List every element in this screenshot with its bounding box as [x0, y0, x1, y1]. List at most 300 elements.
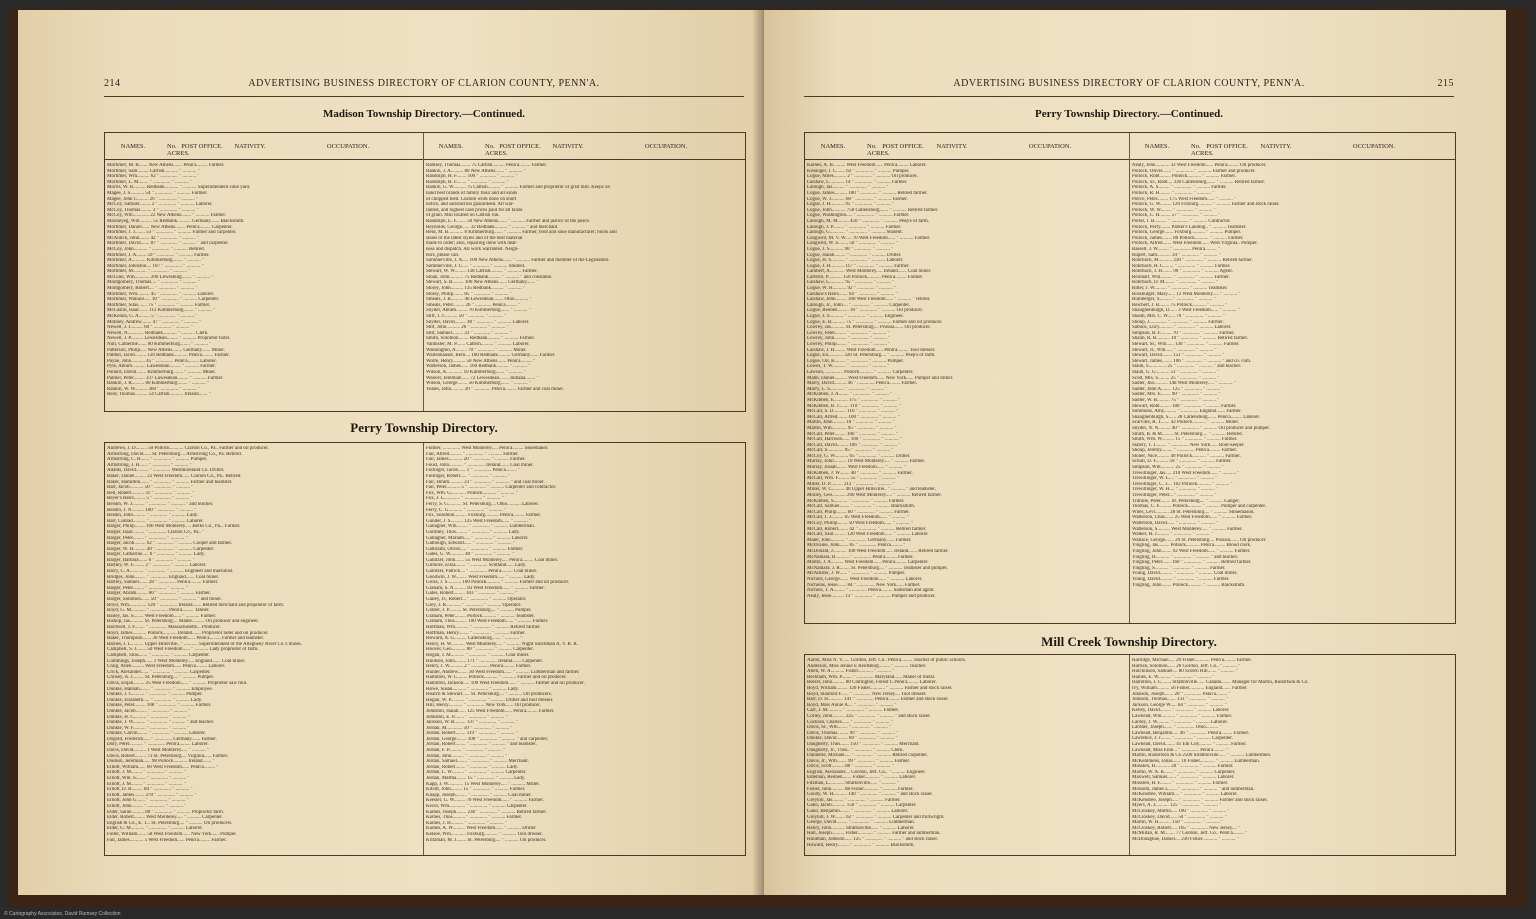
directory-entry: McNamara, R........... " .............. Penn'a......... Farmer. [807, 554, 914, 560]
directory-entry: McCall, S. D.......... 116 " .............. " ........... " [807, 409, 899, 415]
directory-entry: Thomas, C. F.......... Pollock........... " ........... Pumper and carpenter. [1132, 504, 1266, 510]
directory-entry: Karnes, Joseph........ 238 " .............. " ........... Retired farmer. [426, 809, 547, 815]
directory-entry: Nichols, T. A......... " .............. Penn'a......... Salesman and agent. [807, 588, 935, 594]
directory-entry: Andrews, J. D......... 50 Pollock........... Clarion Co., Pa.. Farmer and oil producer. [107, 446, 269, 451]
directory-entry: Dunkle, H. C.......... " .............. " ........... " [107, 714, 190, 720]
directory-entry: Laishaw, J. H......... West Freedom...... Penn'a......... Tool dresser. [807, 347, 936, 353]
directory-entry: Hogan, J. M........... " .............. " ........... Coal miner. [426, 652, 530, 658]
directory-entry: Rassell, J. W......... " .............. Penn'a......... " [1132, 246, 1220, 252]
directory-entry: Kritzman, M. J........ St. Petersburg.... " ........... Oil producer. [426, 837, 547, 843]
directory-entry: Logue, Oil, R......... " .............. " ........... Pumper. [807, 358, 904, 364]
directory-entry: McCall, Wm. F......... 55 " .............. " ........... " [807, 476, 900, 482]
col-header: OCCUPATION. [1028, 143, 1072, 150]
directory-entry: Mortimer, Wm.......... 62 " .............. " ........... " [107, 174, 200, 180]
directory-entry: Dogold, Frederick..... " .............. Germany....... Farmer. [107, 736, 217, 742]
directory-entry: Fullinger, Jacob...... 1 " .............. Penn'a......... " [426, 468, 521, 474]
col-header: NATIVITY. [1260, 143, 1292, 150]
directory-entry: McGinn, Wm............ 200 Lewesburg........ " ........... " [107, 274, 214, 280]
directory-entry: Wolfe, Henry.......... 50 New Athens....... Penn'a......... " [426, 358, 536, 364]
directory-entry: Chrisey, A. J......... St. Petersburg.... " ........... Pumper. [107, 675, 215, 681]
section-title: Perry Township Directory. [350, 420, 498, 435]
directory-entry: Dunkle, Peter......... 108 " .............. " ........... Farmer. [107, 703, 212, 709]
directory-entry: Laishaw, L............ 14 " .............. " ........... Farmer. [807, 179, 908, 185]
directory-entry: Fair, Hiram........... 23 " .............. " ........... " and coal miner. [426, 479, 545, 485]
directory-entry: Beishn, W. J.......... " .............. " ........... " and teacher. [107, 501, 214, 507]
directory-entry: Doty, Peter........... " .............. Penn'a......... Laborer. [107, 742, 209, 748]
directory-rows [807, 163, 1127, 621]
directory-entry: Morris, W. B.......... Redbank........... " ........... Superintendent coke yard. [107, 185, 251, 191]
directory-entry: Scott, Mrs. S......... 25 " .............. " ........... " [1132, 375, 1220, 381]
directory-entry: McCoy, Wm............. 22 New Athens........ " ........... Farmer. [107, 213, 226, 219]
directory-entry: Beerer, John.......... 80 Clarington, Forest C Penn'a......... Laborer. [807, 680, 937, 686]
directory-entry: Wilson, George........ 50 Kimmerburg....... " ........... " [426, 381, 531, 387]
directory-entry: Harridge, Michael..... 20 Fisher............ Penn'a......... Farmer. [1132, 658, 1252, 663]
directory-entry: Logue, Washington..... " .............. " ........... Farmer. [807, 213, 910, 219]
directory-entry: Jordan, John.......... " .............. " ........... " [426, 753, 508, 759]
directory-entry: Wallenhauser, Bern.... 180 Redbank.......... Germany....... Farmer. [426, 353, 556, 359]
directory-entry: Slatery, T. J......... " .............. New York...... Boot-keeper. [1132, 442, 1245, 448]
directory-entry: Graham, S. N.......... 83 West Freedom...... " ........... Farmer. [426, 585, 545, 591]
directory-entry: Palmer, Jacob......... 120 Redbank........... Penn'a......... Farmer. [107, 353, 230, 359]
directory-entry: Boyd, Miss Annie A.... " .............. " ........... " [807, 702, 897, 708]
directory-entry: Fair, Peter........... 5 " .............. " ........... Carpenter and contractor. [426, 485, 557, 491]
directory-entry: Hoatch & Stewart...... St. Petersburg.... " ........... Oil producers. [426, 692, 552, 698]
directory-entry: Elder, Robert......... West Monterey..... " ........... Carpenter. [107, 815, 223, 821]
directory-entry: Martin, W. A. K....... " .............. " ........... Carpenter. [1132, 769, 1236, 775]
directory-entry: Reynolds, George...... 32 Redbank.......... " ........... " and merchant. [426, 224, 559, 230]
directory-entry: Henry, John........... Strattonville...... " ........... Laborer. [807, 825, 915, 831]
directory-entry: Lowrey, Philip........ " .............. " ........... " [807, 342, 891, 347]
table-header [105, 133, 745, 160]
directory-entry: Shaughenburgh, D...... 3 West Freedom...... " ........... " [1132, 308, 1240, 314]
directory-entry: McCoy, Phillip........ 50 West Freedom...... " ........... " [807, 521, 913, 526]
directory-entry: Keesler, G. W......... 70 West Freedom...... " ........... Farmer. [426, 798, 544, 804]
directory-entry: Jordan, Robert........ 119 " .............. " ........... " [426, 731, 518, 737]
directory-entry: Elder, G. M........... " .............. " ........... Laborer. [107, 826, 203, 832]
col-header: NATIVITY. [234, 143, 266, 150]
directory-entry: notice, and satisfaction guaranteed. All war- [426, 202, 515, 208]
directory-entry: Elliott, D. R......... 84 " .............. " ........... " [107, 787, 193, 793]
directory-entry: Gallitzer, John....... 55 West Monterey..... Penn'a......... Coal miner. [426, 557, 559, 563]
directory-entry: Kissinger, J. C....... 63 " .............. " ........... Pumper. [807, 168, 910, 174]
directory-entry: Mortimer, Silas....... 75 " .............. " ........... Farmer. [107, 302, 211, 308]
running-head [104, 78, 744, 96]
directory-entry: Reid, Thomas.......... 54 Catfish........... Ireland....... " [107, 392, 211, 398]
directory-entry: Rankin, J. R.......... 80 Kimmerburg........ " ........... " [107, 381, 210, 387]
directory-entry: Harrish, Solomon...... 26 Gordon, Jeff. Co.. " ........... " [1132, 663, 1241, 669]
directory-entry: Palmer, Peter......... 337 Lawesdean......... " ........... Farmer. [107, 375, 224, 381]
directory-entry: McCall, Harrison...... 100 " .............. " ........... " [807, 437, 902, 443]
section-title: Perry Township Directory.—Continued. [1034, 108, 1224, 120]
directory-entry: Carr, J. M............ " .............. " ........... Farmer. [807, 708, 900, 714]
directory-entry: Storey, Philip........ 85 " ............. " ........... " [426, 291, 512, 297]
directory-entry: Mossom, James L....... " .............. " ........... " and lumberman. [1132, 786, 1255, 792]
directory-entry: Sommerville, J. C..... " ............. " ........... Student. [426, 263, 526, 269]
running-head-title: ADVERTISING BUSINESS DIRECTORY OF CLARION COUNTY, PENN'A. [953, 78, 1305, 89]
col-header: OCCUPATION. [1352, 143, 1396, 150]
directory-entry: Dodson, Jeremiah...... 98 Pollock........... Ireland....... " [107, 759, 215, 765]
directory-entry: Hamilton, Jackson..... 100 West Freedom...... " ........... Farmer and oil producer. [426, 680, 585, 686]
directory-entry: Rankin, J. A.......... 80 New Athens....... " ........... " [426, 168, 526, 174]
directory-entry: McKendree, Joseph..... " .............. " ........... Farmer and stock raiser. [1132, 797, 1268, 803]
directory-entry: Mooneyeg, Wm.......... 55 Redbank........... Germany....... Blacksmith. [107, 218, 245, 224]
directory-entry: Henry, J. W........... 2 " .............. Penn'a......... Farmer. [426, 664, 532, 670]
directory-entry: Elliott, John......... " .............. " ........... " [107, 804, 187, 809]
directory-entry: Cummings, Joseph...... 1 West Monterey..... England....... Coal miner. [107, 658, 246, 664]
directory-entry: Gilmore, Eliza........ " .............. Scotland...... Lady. [426, 563, 527, 569]
directory-entry: Davis, Thomas......... 99 " .............. " ........... " [807, 730, 899, 736]
directory-entry: Davis, Scott.......... 80 " .............. " ........... " [807, 764, 894, 770]
open-book-spread [18, 10, 1506, 895]
directory-entry: Jackson, W. R......... 137 " .............. " ........... " [426, 720, 518, 726]
col-header: NAMES. [120, 143, 146, 150]
directory-entry: Pollock, Oliver....... " .............. " ........... Farmer and producer. [1132, 168, 1256, 174]
directory-entry: Nealy, John........... 33 West Freedom...... Penn'a......... Oil producer. [1132, 163, 1267, 168]
directory-rows [426, 446, 743, 852]
directory-entry: McKibben, J. A........ " .............. " ........... " [807, 392, 893, 398]
directory-entry: Fisher, John.......... 88 Fisher............ " ........... Farmer. [807, 786, 914, 792]
directory-entry: Lafferre, P........... 150 Pollock........... Penn'a......... Farmer. [807, 274, 924, 280]
directory-entry: McCall, S............. 85 " .............. " ........... " [807, 448, 894, 454]
directory-entry: Mortimer, Sam......... Catfish........... " ........... " [107, 168, 200, 174]
directory-entry: Miller, D. P.......... 213 " .............. " ........... " [807, 481, 896, 487]
directory-entry: McCoy, John........... " .............. " ........... Retired. [107, 246, 205, 252]
directory-entry: Karnes, J. H.......... " .............. " ........... " [426, 820, 507, 826]
directory-rows [426, 163, 743, 409]
directory-entry: Washington, A......... 70 " ............. " ........... Miner. [426, 347, 527, 353]
directory-entry: Miller, W. C.......... 40 Upper Hillsville.. " ........... " and teamster. [807, 487, 936, 493]
directory-entry: Ramsey, Thomas........ 75 Catfish.......... Penn'a......... Farmer. [426, 163, 548, 168]
directory-entry: Dunkle, J. C.......... " .............. " ........... Pumper. [107, 692, 203, 698]
directory-entry: McKendree, William.... " .............. " ........... Laborer. [1132, 792, 1238, 798]
directory-entry: Hoffman, Henry........ " .............. " ........... Farmer. [426, 630, 526, 636]
directory-entry: Ritter, J. W.......... " .............. " ........... Teamster. [1132, 286, 1228, 292]
directory-entry: Sadler, W. B.......... 75 " .............. " ........... " [1132, 397, 1220, 403]
directory-entry: Stewart, W. W......... 138 Catfish.......... " ........... Farmer. [426, 269, 538, 275]
directory-entry: Hamilton, W. C........ Pollock........... " ........... Farmer and oil producer. [426, 675, 567, 681]
directory-entry: Reichert, J. B........ 75 Pollock........... " ........... " [1132, 302, 1228, 308]
directory-entry: Karnes, Thos.......... " .............. " ........... Farmer. [426, 815, 523, 821]
directory-entry: Rankin, G. W.......... 75 Catfish.......... " ........... Farmer and proprietor of grist mill. Keeps on [426, 185, 610, 191]
right-page [764, 10, 1506, 895]
directory-entry: Martin, Wm............ 95 " .............. " ........... " [807, 425, 897, 431]
directory-entry: Elliott, William...... 60 West Freedom...... Penn'a......... " [107, 764, 219, 770]
directory-entry: Mahn, Daniel.......... West Freedom...... New York...... Pumper and driller. [807, 375, 954, 381]
directory-entry: Maler, John........... " .............. Germany....... Farmer. [807, 537, 912, 543]
directory-entry: made to order; also, repairing done with neat- [426, 241, 518, 247]
directory-entry: McCall, Saul.......... 120 West Freedom...... " ........... Laborer. [807, 532, 929, 538]
directory-entry: Daugherty, Thos....... 150 " .............. " ........... Merchant. [807, 741, 920, 747]
directory-entry: Fuller, William....... 58 West Freedom...... New York...... Pumper. [107, 831, 237, 837]
directory-entry: Stewart, S. B......... 100 New Athens....... Germany....... " [426, 280, 539, 286]
directory-entry: Slaun, S.............. 25 " .............. " ........... " and teacher. [1132, 364, 1242, 370]
directory-entry: Hutchinson, Samuel.... 80 Scotch Hill....... " ........... " [1132, 669, 1239, 675]
directory-entry: Lalough, Jas.......... " .............. " ........... " [807, 185, 889, 191]
directory-entry: Laishaw's Heirs....... 64 " .............. " ........... " [807, 291, 898, 297]
directory-entry: Jordan, Robert........ " .............. " ........... " and teamster. [426, 742, 537, 748]
directory-entry: Smith, Solomon........ Redbank.......... " ........... Farmer. [426, 336, 535, 342]
directory-entry: Goody, W. H........... 140 " .............. " ........... " and stock raiser. [807, 792, 933, 798]
directory-entry: Snyder, David......... 40 " ............. " ........... Laborer. [426, 319, 530, 325]
page-number: 215 [1437, 78, 1454, 89]
col-header: NATIVITY. [936, 143, 968, 150]
directory-entry: Logue, J. S........... " .............. " ........... Engineer. [807, 314, 904, 320]
directory-table [804, 132, 1456, 624]
directory-entry: Lawhead, Benjamin..... 46 " .............. Penn'a......... Farmer. [1132, 730, 1250, 736]
directory-entry: Randolph, L. F........ 50 New Athens....... " ........... Farmer and justice of the peace. [426, 218, 591, 224]
directory-entry: McKibben, E........... 175 " .............. " ........... " [807, 397, 901, 403]
directory-entry: Boyd, Stanford F...... " .............. New Jersey.... Tool dresser. [807, 691, 927, 697]
directory-entry: Reinhart, Wm.......... " .............. " ........... Farmer. [1132, 274, 1230, 280]
directory-entry: Foust, John........... " .............. Ireland....... Coal miner. [426, 462, 534, 468]
directory-table [104, 132, 746, 412]
directory-entry: Mohney, Andrew........ 47 " .............. " ........... " [107, 319, 202, 325]
directory-entry: McDonaghue, Daniel.... 230 Fisher............ " ........... " [1132, 837, 1239, 842]
directory-entry: Logue, John........... 750 Callensburg....... " ........... Retired farmer. [807, 207, 939, 213]
directory-entry: Young, David.......... " .............. " ........... Coal miller. [1132, 571, 1238, 577]
directory-entry: Knapp, Joseph......... " .............. " ........... Coal miner. [426, 792, 532, 798]
directory-entry: Corley, John.......... 225 " .............. " ........... " and stock raiser. [807, 713, 931, 719]
directory-entry: Bartley, Samuel....... 28 " .............. Penn'a......... Farmer. [107, 580, 219, 586]
directory-entry: Aaron, Miss N. V...... Gordon, Jeff. Co.. Penn'a......... Teacher of public schools. [807, 658, 966, 663]
directory-entry: Snyder, N. N.......... 40 " .............. " ........... Oil producer and pumper. [1132, 425, 1270, 431]
directory-entry: Watterson, David...... " .............. " ........... " [1132, 521, 1218, 526]
directory-entry: McCloskey, David...... 50 " .............. " ........... " [1132, 814, 1227, 820]
directory-entry: McCaslin, Isaac....... 112 Kimmerburg........ " ........... " [107, 308, 216, 314]
directory-entry: Stewart, David........ 151 " .............. " ........... " [1132, 353, 1225, 359]
directory-entry: Karnes, A. W.......... West Freedom...... " ........... Driller. [426, 826, 537, 832]
directory-entry: Mortimer, L. M........ " .............. " ........... " [107, 179, 193, 185]
directory-table [104, 442, 746, 856]
directory-entry: Elliott, Wm. S........ " .............. " ........... " [107, 776, 190, 782]
directory-entry: Lalough, Jr., John.... " .............. " ........... Carpenter. [807, 302, 910, 308]
directory-entry: Martin, J. A.......... West Freedom...... Penn'a......... Carpenter. [807, 560, 929, 566]
col-header: POST OFFICE. [882, 143, 924, 150]
directory-entry: Martin, John.......... 10 " .............. " ........... " [807, 420, 895, 426]
directory-entry: Mortimer, Johnston.... 107 " .............. " ........... " [107, 263, 204, 269]
directory-entry: Shaughenburgh, S...... 28 Callensburg....... Penn'a......... Laborer. [1132, 414, 1261, 420]
directory-entry: McCoy, Samuel......... 2 " .............. " ........... Laborer. [107, 202, 213, 208]
directory-entry: Sadler, Jno........... 148 West Monterey..... " ........... " [1132, 381, 1236, 387]
directory-entry: Sadler, John A........ 125 " .............. " ........... " [1132, 386, 1224, 392]
directory-entry: Lawhead, Miss Ellie... " .............. Penn'a......... " [1132, 747, 1228, 753]
directory-entry: McAnlich, John........ 42 " .............. " ........... " [107, 235, 200, 241]
directory-entry: Baker, Daniel......... 22 West Freedom...... Clarion Co., Pa.. Retired. [107, 473, 242, 479]
directory-entry: Rohrbach, M........... 230 " .............. " ........... Retired farmer. [1132, 258, 1253, 264]
directory-entry: Pollock, C. H......... 57 " .............. " ........... " [1132, 213, 1221, 219]
directory-entry: Davis, David.......... 1 West Monterey..... " ........... " [107, 748, 209, 754]
directory-entry: Rohrbach, D. M........ " .............. " ........... " [1132, 280, 1219, 286]
directory-entry: Fitzman, L............ Strattonville...... " ........... " [807, 781, 899, 787]
directory-entry: McKibben, J. W........ 48 " .............. " ........... Farmer. [807, 470, 913, 476]
directory-entry: Yingling, John........ Pollock........... " ........... Blacksmith. [1132, 582, 1246, 588]
directory-entry: Howe, Susan........... " .............. " ........... Lady. [426, 686, 519, 692]
directory-entry: Snyder, Abram......... 70 Kimmerburg....... " ........... " [426, 308, 531, 314]
directory-entry: Graham, Peter......... Pollock........... " ........... Teamster. [426, 613, 535, 619]
directory-entry: Gano, Jacob........... 150 " .............. " ........... Carpenter. [807, 803, 917, 809]
directory-entry: of chopped feed. Custom work done on short [426, 196, 517, 202]
directory-entry: Logue, E. B........... 75 " .............. " ........... Farmer and oil producer. [807, 319, 943, 325]
directory-entry: Walker, H. J.......... " .............. " ........... " [1132, 532, 1213, 538]
directory-entry: Howard, A. G.......... Callensburg....... " ........... " [426, 636, 523, 642]
directory-entry: McCoy, Thomas......... 3 " .............. " ........... " [107, 207, 199, 213]
directory-entry: Logue, James.......... 100 " .............. " ........... Retired farmer. [807, 190, 928, 196]
directory-entry: Ferry, C. G........... " .............. " ........... " [426, 507, 506, 513]
section-title: Mill Creek Township Directory. [1041, 634, 1217, 649]
directory-entry: Edleman, Reuben....... Fisher............ " ........... Laborer. [807, 775, 917, 781]
directory-entry: Yingling, Jas......... Pollock........... Penn'a......... Blood clerk. [1132, 543, 1252, 549]
directory-entry: Jordan, Robert........ " .............. " ........... Lady. [426, 764, 519, 770]
directory-entry: Grey, J. R............ " .............. " ........... Operator. [426, 602, 522, 608]
directory-entry: Fair, James........... 5 West Freedom...... Penn'a......... Farmer. [107, 837, 227, 843]
directory-entry: Jordan, Martha........ 15 " .............. " ........... Lady. [426, 776, 526, 782]
directory-entry: McKibben, S........... " .............. " ........... Farmer. [807, 498, 905, 504]
col-header: OCCUPATION. [326, 143, 370, 150]
directory-entry: Sloan, John........... 75 Redbank.......... " ........... " and constable. [426, 274, 553, 280]
directory-entry: Hall, Joseph.......... Fisher............ " ........... Farmer and lumberman. [807, 831, 941, 837]
directory-entry: Storey, John.......... 135 Redbank.......... " ........... " [426, 286, 526, 292]
running-head [804, 78, 1454, 96]
directory-entry: English, Alexander.... Gordon, Jeff. Co.. " ........... Engineer. [807, 769, 926, 775]
col-header: POST OFFICE. [499, 143, 541, 150]
directory-entry: Wilson, A............. 10 Kimmerburg....... " ........... " [426, 369, 526, 375]
directory-entry: Trewillinger, Peter... " .............. " ........... " [1132, 493, 1217, 499]
directory-entry: Mortimer, Wm.......... 45 " .............. " ........... Laborer. [107, 291, 215, 297]
directory-entry: Allen, W. A........... Fisher............ " ........... " [807, 669, 895, 675]
directory-entry: Fulmer, .............. West Monterey..... Penn'a......... Shoemaker. [426, 446, 549, 451]
directory-entry: Longwell, W. S........ 50 " .............. " ........... " [807, 241, 898, 247]
directory-entry: Lalough, M. M......... 450 " .............. " ........... Peep's of farm. [807, 218, 930, 224]
directory-entry: Simpson, Wm........... 25 " .............. " ........... " [1132, 465, 1225, 471]
directory-entry: Barger, Abram......... 80 " .............. " ........... Farmer. [107, 591, 211, 597]
directory-entry: Montgomery, Robert.... " .............. " ........... " [107, 286, 198, 292]
directory-entry: Beishn, John.......... " .............. " ........... Lady. [107, 513, 199, 519]
directory-entry: ness and dispatch. All work warranted. Neigh- [426, 246, 519, 252]
directory-entry: Newell, N............. Redbank........... " ........... Clerk. [107, 330, 209, 336]
directory-entry: Hindman, Johnson...... 125 " .............. " ........... " and stock raiser. [807, 837, 938, 842]
directory-entry: Davis, Robert......... 73 St. Petersburg.... Virginia...... Farmer. [107, 753, 229, 759]
directory-entry: Mosslen, H............ 20 " .............. " ........... Farmer. [1132, 764, 1234, 770]
directory-entry: Goodwin, J. W......... West Freedom...... " ........... Lady. [426, 574, 536, 580]
directory-entry: Jordan, M............. 50 " .............. " ........... " [426, 725, 513, 731]
directory-entry: Magee, John C......... 26 " .............. " ........... " [107, 196, 199, 202]
directory-entry: Trimble, Peter........ St. Petersburg.... " ........... Ganger. [1132, 498, 1240, 504]
directory-entry: Logue, J. H........... 117 " .............. " ........... Farmer. [807, 263, 910, 269]
directory-entry: Davis, Elijah......... 25 West Freedom...... " ........... Proprietor saw mill. [107, 680, 248, 686]
directory-rows [1132, 658, 1453, 852]
directory-entry: Randolph, H. F........ " ............. " ........... " [426, 179, 509, 185]
directory-entry: Beyer's Heirs......... 5 " .............. " ........... " [107, 496, 193, 502]
directory-entry: hand best brands of family flour and all kinds [426, 190, 518, 196]
directory-entry: Bailey, Jas. S........ West Freedom...... " ........... Farmer. [107, 613, 217, 619]
directory-entry: Pollock, Sr., Robt.... 330 Callensburg....... " ........... Retired farmer. [1132, 179, 1266, 185]
directory-entry: Dunkle, David......... 89 " .............. " ........... " [807, 736, 898, 742]
directory-entry: McCall, David......... 106 " .............. " ........... " [807, 442, 901, 448]
directory-entry: Fox, J. L............. " .............. " ........... " [426, 496, 504, 502]
directory-entry: Yingling, H........... " .............. " ........... " and teacher. [1132, 554, 1239, 560]
directory-entry: Hill, Henry........... " .............. New York...... Oil producer. [426, 703, 541, 709]
directory-entry: Johnston, E. P........ " .............. " ........... " [426, 714, 508, 720]
directory-entry: Hoover, Geo........... 80 " .............. " ........... Carpenter. [426, 647, 534, 653]
directory-entry: Kapp, J. W............ 15 West Monterey..... " ........... Miller. [426, 781, 540, 787]
directory-entry: McDonald, J........... 100 West Freedom...... Ireland....... Retired farmer. [807, 548, 949, 554]
directory-entry: Trewillinger, Jas..... 210 West Freedom...... " ........... " [1132, 470, 1240, 476]
col-header: No. ACRES. [167, 143, 190, 157]
directory-entry: Martin, W. H.......... 150 " .............. " ........... " [1132, 820, 1224, 826]
directory-entry: Gano, Benjamin........ " .............. " ........... Laborer. [807, 809, 909, 815]
directory-entry: Marry, David.......... 46 " .............. Penn'a......... Farmer. [807, 381, 917, 387]
directory-entry: Hogan, W. P........... " .............. " ........... Driller and tool dresser. [426, 697, 554, 703]
directory-entry: Lawson, .............. Pollock........... " ........... Carpenter. [807, 369, 914, 375]
directory-entry: Lowes, T. W........... " .............. " ........... " [807, 364, 890, 370]
directory-entry: Fair, Alfred.......... " .............. " ........... Farmer. [426, 451, 519, 457]
directory-entry: Marry, L. S........... " .............. " ........... " [807, 386, 888, 392]
directory-entry: Yingling, John........ 92 West Freedom...... " ........... Farmer. [1132, 548, 1251, 554]
directory-entry: Elliott, John G....... " .............. " ........... " [107, 798, 189, 804]
directory-rows [807, 658, 1127, 852]
directory-entry: Bardwell, J. F........ " .............. Massachusetts... Producer. [107, 625, 221, 630]
directory-entry: Elliott, James........ 270 " .............. " ........... " [107, 792, 197, 798]
directory-entry: Gormley, Thos......... " .............. " ........... Lady. [426, 529, 520, 535]
directory-entry: McCall, Alfred........ 100 " .............. " ........... " [807, 414, 900, 420]
directory-entry: Newell, J. P.......... Lewesdean......... " ........... Proprietor hotel. [107, 336, 231, 342]
directory-entry: Newell, J. J.......... 60 " .............. " ........... " [107, 325, 193, 331]
directory-entry: Logue, W. H........... 92 " .............. " ........... " [807, 286, 897, 292]
directory-entry: Sommerville, J. A..... 100 New Athens....... " ........... Farmer and member of the Legislature. [426, 258, 610, 264]
directory-entry: Pierce, Peter......... 175 West Freedom...... " ........... " [1132, 196, 1237, 202]
directory-entry: Hindson, John......... 171 " .............. Ireland....... Carpenter. [426, 658, 544, 664]
col-header: OCCUPATION. [644, 143, 688, 150]
directory-entry: Johnson, Joseph....... 20 " .............. Penn'a......... " [1132, 691, 1231, 697]
directory-entry: Barger, Jacob......... 62 " .............. " ........... Cooper and farmer. [107, 541, 233, 547]
directory-entry: Greyhill, Jas......... " .............. " ........... Farmer. [807, 797, 901, 803]
directory-entry: Nicholas, Jesse....... 84 " .............. New York...... Farmer. [807, 582, 921, 588]
directory-entry: Wiles, Levi........... 28 St. Petersburg.... " ........... Stonemason. [1132, 509, 1255, 515]
column-divider [423, 443, 424, 855]
directory-entry: Porter, J. B.......... " .............. " ........... Contractor. [1132, 218, 1231, 224]
directory-entry: Pollock, George....... Foxburg........... " ........... Pumper. [1132, 230, 1242, 236]
directory-entry: Rumberger, S.......... " .............. " ........... " [1132, 297, 1216, 303]
directory-entry: Baker, Hamilton....... " .............. " ........... Farmer and teamster. [107, 479, 233, 485]
directory-entry: Reid, M. B............ 8 Kimmerburg....... " ........... Farmer, boot and shoe manufacturer; boots and [426, 230, 617, 236]
directory-entry: Logue, Miles.......... 2 " .............. " ........... Oil producer. [807, 174, 918, 180]
directory-entry: Stewart, Sr., Wm...... 130 " .............. " ........... Farmer. [1132, 342, 1240, 347]
col-header: POST OFFICE. [181, 143, 223, 150]
directory-entry: McCloskey, Robert..... 165 " .............. New Jersey.... " [1132, 825, 1241, 831]
directory-entry: Stitt, Samuel......... 23 " ............. " ........... " [426, 330, 512, 336]
directory-entry: Logue, Eli............ 320 St. Petersburg.... " ........... Peep's of farm. [807, 353, 936, 359]
directory-entry: Barger, Solomon....... 50 " .............. " ........... " and miner. [107, 597, 222, 603]
directory-entry: Dunkle, Elizabeth..... " .............. " ........... Lady. [107, 697, 203, 703]
directory-entry: Randolph, H. F........ 100 " ............. " ........... " [426, 174, 518, 180]
directory-entry: Davis, Jr., Wm........ 99 " .............. " ........... Farmer. [807, 758, 911, 764]
directory-entry: Young, David.......... " .............. " ........... Farmer. [1132, 576, 1230, 582]
divider [104, 96, 744, 97]
directory-entry: Campbell, Silas....... " .............. " ........... Carpenter. [107, 652, 210, 658]
directory-entry: Hamilton, J. C........ Strattonville...... Canada........ Manager for Martin, Rudolfson & Co. [1132, 680, 1309, 686]
directory-entry: Elder, Sarah.......... 80 " .............. " ........... Proprietor farm. [107, 809, 225, 815]
directory-entry: Bridges, John......... " .............. England....... Coal miner. [107, 574, 220, 580]
directory-entry: Graham, Thos.......... 100 West Freedom...... " ........... Farmer. [426, 619, 549, 625]
directory-entry: Henry, H. W........... West Monterey..... " ........... Night watchman A. V. R. R. [426, 641, 578, 647]
directory-entry: Karnes, A. B.......... West Freedom...... Penn'a......... Laborer. [807, 163, 927, 168]
directory-entry: Dunkle, Jacob......... " .............. " ........... " [107, 708, 191, 714]
directory-entry: Rohrbach, J. H........ 90 " .............. " ........... Agent. [1132, 269, 1234, 275]
directory-entry: Pollock, James........ 80 Pollock........... " ........... Farmer. [1132, 235, 1244, 241]
table-header [805, 133, 1455, 160]
directory-entry: Barr, D. H............ 141 " .............. Penn'a......... Farmer and stock raiser. [807, 697, 949, 703]
directory-entry: Lalough, J. P......... " .............. " ........... Farmer. [807, 224, 902, 230]
